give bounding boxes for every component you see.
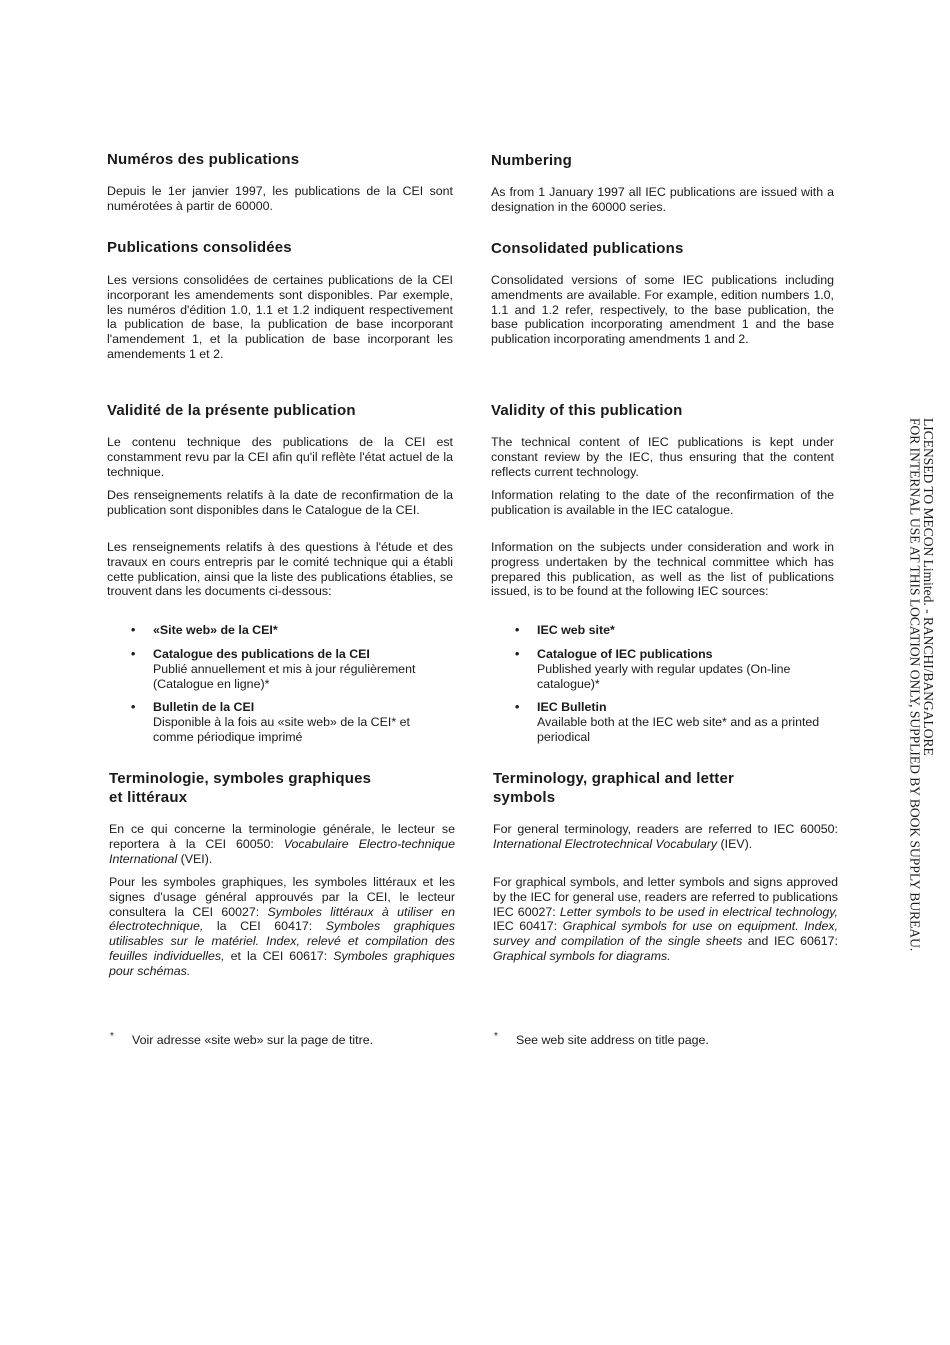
bullet-dot: • xyxy=(131,647,136,661)
license-line-2: FOR INTERNAL USE AT THIS LOCATION ONLY, SUPPLIED BY BOOK SUPPLY BUREAU. xyxy=(907,418,923,952)
en-bullet-title: IEC web site* xyxy=(537,623,615,637)
en-consolidated-heading: Consolidated publications xyxy=(491,240,684,257)
bullet-dot: • xyxy=(131,623,136,637)
fr-bullet-subtitle: Publié annuellement et mis à jour régulièrement (Catalogue en ligne)* xyxy=(153,661,416,691)
bullet-dot: • xyxy=(515,700,520,714)
fr-term-p1-tail: (VEI). xyxy=(177,851,213,866)
fr-terminology-heading-line-1: Terminologie, symboles graphiques xyxy=(109,770,372,787)
fr-bullet-title: Bulletin de la CEI xyxy=(153,700,255,714)
en-terminology-heading-line-1: Terminology, graphical and letter xyxy=(493,770,735,787)
en-bullet-title: Catalogue of IEC publications xyxy=(537,647,713,661)
bullet-dot: • xyxy=(515,623,520,637)
footnote-star: * xyxy=(110,1031,114,1042)
fr-bullet-title: «Site web» de la CEI* xyxy=(153,623,278,637)
en-bullet-title: IEC Bulletin xyxy=(537,700,607,714)
fr-terminology-heading-line-2: et littéraux xyxy=(109,789,188,806)
fr-numbering-heading: Numéros des publications xyxy=(107,151,300,168)
en-footnote-text: See web site address on title page. xyxy=(516,1033,709,1047)
en-terminology-heading xyxy=(493,769,839,807)
en-numbering-heading: Numbering xyxy=(491,152,572,169)
fr-term-p2-text-3: et la CEI 60617: xyxy=(224,948,334,963)
en-term-p2-text-3: and IEC 60617: xyxy=(742,934,839,949)
license-line-1: LICENSED TO MECON Limited. - RANCHI/BANGALORE xyxy=(921,418,936,756)
fr-bullet-subtitle: Disponible à la fois au «site web» de la CEI* et comme périodique imprimé xyxy=(153,714,410,744)
en-term-p2-italic-3: Graphical symbols for diagrams. xyxy=(493,948,671,963)
fr-terminology-paragraph-2 xyxy=(109,875,455,979)
fr-term-p2-italic-3: Symboles graphiques pour schémas. xyxy=(109,948,455,978)
en-terminology-paragraph-1 xyxy=(493,822,838,852)
bullet-dot: • xyxy=(515,647,520,661)
en-term-p2-italic-1: Letter symbols to be used in electrical technology, xyxy=(559,904,838,919)
fr-term-p2-italic-1: Symboles littéraux à utiliser en électrotechnique, xyxy=(109,904,455,934)
en-validity-paragraph-2: Information relating to the date of the reconfirmation of the publication is available in the IEC catalogue. xyxy=(491,488,834,517)
en-numbering-text: As from 1 January 1997 all IEC publications are issued with a designation in the 60000 series. xyxy=(491,185,834,214)
fr-term-p1-text: En ce qui concerne la terminologie générale, le lecteur se reportera à la CEI 60050: xyxy=(109,822,455,851)
fr-numbering-text: Depuis le 1er janvier 1997, les publications de la CEI sont numérotées à partir de 60000. xyxy=(107,184,453,213)
bullet-dot: • xyxy=(131,700,136,714)
fr-footnote-text: Voir adresse «site web» sur la page de titre. xyxy=(132,1033,374,1047)
fr-term-p2-italic-2: Symboles graphiques utilisables sur le matériel. Index, relevé et compilation des feuilles individuelles, xyxy=(109,919,455,963)
fr-consolidated-text: Les versions consolidées de certaines publications de la CEI incorporant les amendements sont disponibles. Par exemple, les numéros d'édition 1.0, 1.1 et 1.2 indiquent respectivement la publication de base, la publication de base incorporant l'amendement 1, et la publication de base incorporant les amendements 1 et 2. xyxy=(107,273,453,361)
fr-terminology-heading xyxy=(109,769,455,807)
en-terminology-paragraph-2 xyxy=(493,875,838,964)
fr-term-p2-text-2: la CEI 60417: xyxy=(203,919,326,934)
fr-terminology-paragraph-1 xyxy=(109,822,455,866)
en-bullet-subtitle: Published yearly with regular updates (On-line catalogue)* xyxy=(537,661,791,691)
fr-consolidated-heading: Publications consolidées xyxy=(107,239,292,256)
en-term-p1-text: For general terminology, readers are referred to IEC 60050: xyxy=(493,822,838,836)
fr-bullet-title: Catalogue des publications de la CEI xyxy=(153,647,370,661)
en-validity-paragraph-1: The technical content of IEC publications is kept under constant review by the IEC, thus ensuring that the content reflects current technology. xyxy=(491,435,834,479)
en-terminology-heading-line-2: symbols xyxy=(493,789,556,806)
en-term-p2-italic-2: Graphical symbols for use on equipment. Index, survey and compilation of the single sheets xyxy=(493,919,838,949)
en-term-p2-text: For graphical symbols, and letter symbols and signs approved by the IEC for general use, readers are referred to publications IEC 60027: xyxy=(493,875,838,919)
fr-validity-heading: Validité de la présente publication xyxy=(107,402,356,419)
en-term-p1-tail: (IEV). xyxy=(717,836,753,851)
fr-validity-paragraph-2: Des renseignements relatifs à la date de reconfirmation de la publication sont disponibles dans le Catalogue de la CEI. xyxy=(107,488,453,517)
en-bullet-subtitle: Available both at the IEC web site* and as a printed periodical xyxy=(537,714,820,744)
fr-term-p2-text: Pour les symboles graphiques, les symboles littéraux et les signes d'usage général approuvés par la CEI, le lecteur consultera la CEI 60027: xyxy=(109,875,455,919)
en-consolidated-text: Consolidated versions of some IEC publications including amendments are available. For example, edition numbers 1.0, 1.1 and 1.2 refer, respectively, to the base publication, the base publication incorporating amendment 1 and the base publication incorporating amendments 1 and 2. xyxy=(491,273,834,347)
footnote-star: * xyxy=(494,1031,498,1042)
en-validity-heading: Validity of this publication xyxy=(491,402,683,419)
fr-validity-paragraph-3: Les renseignements relatifs à des questions à l'étude et des travaux en cours entrepris par le comité technique qui a établi cette publication, ainsi que la liste des publications établies, se trouvent dans les documents ci-dessous: xyxy=(107,540,453,599)
en-validity-paragraph-3: Information on the subjects under consideration and work in progress undertaken by the technical committee which has prepared this publication, as well as the list of publications issued, is to be found at the following IEC sources: xyxy=(491,540,834,599)
en-term-p2-text-2: IEC 60417: xyxy=(493,919,563,934)
fr-term-p1-italic: Vocabulaire Electro-technique International xyxy=(109,836,455,866)
fr-validity-paragraph-1: Le contenu technique des publications de la CEI est constamment revu par la CEI afin qu'il reflète l'état actuel de la technique. xyxy=(107,435,453,479)
en-term-p1-italic: International Electrotechnical Vocabulary xyxy=(493,836,718,851)
license-side-note xyxy=(905,418,935,1118)
